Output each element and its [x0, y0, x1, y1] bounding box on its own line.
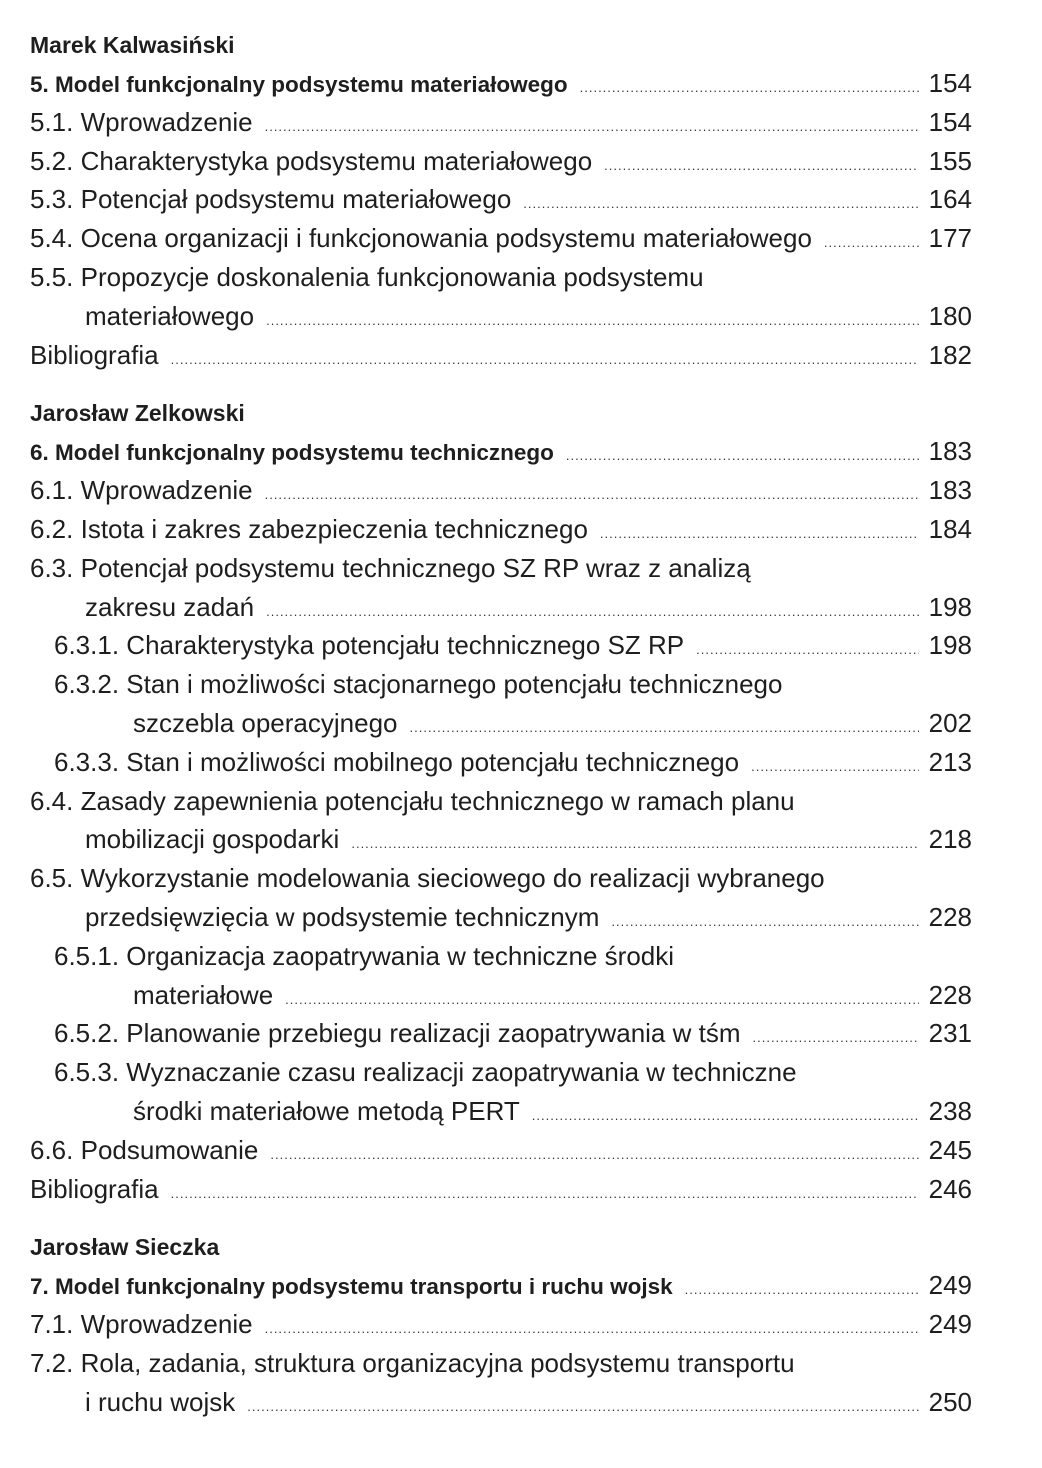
page-number: 231 [928, 1018, 972, 1049]
entry-number: 6.3.1. [54, 630, 120, 661]
entry-title: Wykorzystanie modelowania sieciowego do realizacji wybranego [80, 863, 825, 894]
page-number: 246 [928, 1173, 972, 1204]
entry-title: Wprowadzenie [80, 475, 253, 506]
dot-leader [824, 224, 919, 263]
dot-leader [580, 69, 919, 108]
entry-title: Istota i zakres zabezpieczenia technicznego [80, 513, 588, 544]
entry-line [30, 219, 972, 258]
subsection-entry[interactable] [30, 626, 972, 665]
dot-leader [685, 1271, 919, 1310]
page-number: 182 [928, 339, 972, 370]
entry-number: 6. [30, 440, 49, 466]
page-number: 213 [928, 746, 972, 777]
entry-title: Podsumowanie [80, 1134, 259, 1165]
page-number: 249 [928, 1270, 972, 1301]
entry-line [30, 432, 972, 471]
entry-line [30, 859, 972, 898]
dot-leader [532, 1097, 919, 1136]
entry-line [30, 103, 972, 142]
entry-line [30, 64, 972, 103]
section-entry[interactable] [30, 510, 972, 549]
section-entry[interactable] [30, 1344, 972, 1422]
section-entry[interactable] [30, 219, 972, 258]
entry-line [30, 588, 972, 627]
entry-line [30, 549, 972, 588]
author-name: Jarosław Sieczka [30, 1234, 220, 1261]
entry-line [30, 1305, 972, 1344]
page-number: 164 [928, 184, 972, 215]
entry-line [54, 704, 972, 743]
entry-number: 6.3. [30, 552, 74, 583]
entry-title: Propozycje doskonalenia funkcjonowania podsystemu [80, 261, 704, 292]
entry-title: Bibliografia [30, 339, 159, 370]
toc-section [30, 26, 972, 374]
entry-title: Planowanie przebiegu realizacji zaopatrywania w tśm [126, 1018, 741, 1049]
entry-title: Wyznaczanie czasu realizacji zaopatrywania w techniczne [126, 1057, 797, 1088]
entry-line [54, 1014, 972, 1053]
entry-number: 5.4. [30, 223, 74, 254]
dot-leader [266, 302, 919, 341]
entry-title: Potencjał podsystemu technicznego SZ RP wraz z analizą [80, 552, 751, 583]
section-entry[interactable] [30, 1305, 972, 1344]
page-number: 177 [928, 223, 972, 254]
entry-line [54, 976, 972, 1015]
entry-title: Bibliografia [30, 1173, 159, 1204]
entry-title: przedsięwzięcia w podsystemie technicznym [85, 901, 600, 932]
entry-line [30, 1383, 972, 1422]
subsection-entry[interactable] [30, 1053, 972, 1131]
entry-title: szczebla operacyjnego [133, 707, 398, 738]
author-name: Jarosław Zelkowski [30, 400, 245, 427]
page-number: 154 [928, 68, 972, 98]
section-entry[interactable] [30, 258, 972, 336]
dot-leader [270, 1136, 918, 1175]
author-name: Marek Kalwasiński [30, 32, 235, 58]
page-number: 238 [928, 1095, 972, 1126]
section-entry[interactable] [30, 180, 972, 219]
section-entry[interactable] [30, 782, 972, 860]
entry-title: Wprowadzenie [80, 106, 253, 137]
chapter-title: Model funkcjonalny podsystemu transportu i ruchu wojsk [55, 1274, 673, 1300]
entry-number: 6.3.2. [54, 669, 120, 700]
entry-line [30, 820, 972, 859]
entry-number: 6.2. [30, 513, 74, 544]
entry-line [30, 258, 972, 297]
dot-leader [171, 1175, 919, 1214]
entry-number: 6.6. [30, 1134, 74, 1165]
subsection-entry[interactable] [30, 743, 972, 782]
entry-title: środki materiałowe metodą PERT [133, 1095, 520, 1126]
subsection-entry[interactable] [30, 937, 972, 1015]
entry-line [54, 665, 972, 704]
dot-leader [247, 1388, 918, 1427]
entry-line [30, 471, 972, 510]
entry-number: 5.3. [30, 184, 74, 215]
page-number: 184 [928, 513, 972, 544]
page-number: 228 [928, 901, 972, 932]
page-number: 245 [928, 1134, 972, 1165]
entry-title: materiałowe [133, 979, 274, 1010]
page-number: 249 [928, 1309, 972, 1340]
chapter-entry[interactable] [30, 432, 972, 471]
entry-line [54, 937, 972, 976]
page-number: 154 [928, 106, 972, 137]
entry-line [30, 336, 972, 375]
entry-line [30, 782, 972, 821]
entry-number: 6.3.3. [54, 746, 120, 777]
section-entry[interactable] [30, 471, 972, 510]
table-of-contents [30, 26, 972, 1442]
chapter-entry[interactable] [30, 64, 972, 103]
section-entry[interactable] [30, 103, 972, 142]
bibliography-entry[interactable] [30, 1170, 972, 1209]
entry-number: 7.2. [30, 1347, 74, 1378]
entry-line [30, 510, 972, 549]
entry-number: 6.4. [30, 785, 74, 816]
chapter-title: Model funkcjonalny podsystemu materiałowego [55, 72, 568, 97]
page-number: 218 [928, 824, 972, 855]
entry-title: Stan i możliwości mobilnego potencjału technicznego [126, 746, 740, 777]
entry-line [54, 626, 972, 665]
entry-number: 6.1. [30, 475, 74, 506]
section-entry[interactable] [30, 859, 972, 937]
entry-number: 6.5.3. [54, 1057, 120, 1088]
entry-number: 5.5. [30, 261, 74, 292]
entry-number: 6.5.2. [54, 1018, 120, 1049]
entry-title: Stan i możliwości stacjonarnego potencjału technicznego [126, 669, 783, 700]
entry-number: 6.5.1. [54, 940, 120, 971]
entry-number: 7.1. [30, 1309, 74, 1340]
entry-line [30, 898, 972, 937]
section-entry[interactable] [30, 142, 972, 181]
chapter-entry[interactable] [30, 1266, 972, 1305]
dot-leader [171, 341, 919, 380]
entry-title: Rola, zadania, struktura organizacyjna podsystemu transportu [80, 1347, 795, 1378]
entry-line [30, 297, 972, 336]
entry-line [54, 1092, 972, 1131]
entry-line [30, 1131, 972, 1170]
entry-title: mobilizacji gospodarki [85, 824, 340, 855]
page-number: 250 [928, 1386, 972, 1417]
entry-title: Zasady zapewnienia potencjału technicznego w ramach planu [80, 785, 795, 816]
section-entry[interactable] [30, 549, 972, 627]
entry-title: i ruchu wojsk [85, 1386, 236, 1417]
page-number: 155 [928, 145, 972, 176]
page-number: 198 [928, 591, 972, 622]
entry-title: Charakterystyka podsystemu materiałowego [80, 145, 593, 176]
toc-section [30, 1228, 972, 1421]
page-number: 183 [928, 436, 972, 467]
entry-line [30, 180, 972, 219]
entry-number: 5. [30, 72, 49, 97]
entry-line [30, 142, 972, 181]
entry-line [30, 1266, 972, 1305]
page-number: 202 [928, 707, 972, 738]
entry-title: Charakterystyka potencjału technicznego SZ RP [126, 630, 685, 661]
section-entry[interactable] [30, 1131, 972, 1170]
entry-line [30, 1170, 972, 1209]
page-number: 183 [928, 475, 972, 506]
page-number: 228 [928, 979, 972, 1010]
entry-line [54, 1053, 972, 1092]
entry-number: 7. [30, 1274, 49, 1300]
entry-title: Potencjał podsystemu materiałowego [80, 184, 512, 215]
page-number: 198 [928, 630, 972, 661]
entry-title: Organizacja zaopatrywania w techniczne środki [126, 940, 675, 971]
toc-section [30, 394, 972, 1208]
dot-leader [566, 437, 919, 476]
entry-line [30, 1344, 972, 1383]
entry-number: 5.1. [30, 106, 74, 137]
dot-leader [604, 147, 918, 186]
entry-title: Wprowadzenie [80, 1309, 253, 1340]
entry-number: 5.2. [30, 145, 74, 176]
subsection-entry[interactable] [30, 1014, 972, 1053]
bibliography-entry[interactable] [30, 336, 972, 375]
entry-line [54, 743, 972, 782]
entry-title: Ocena organizacji i funkcjonowania podsystemu materiałowego [80, 223, 812, 254]
chapter-title: Model funkcjonalny podsystemu technicznego [55, 440, 554, 466]
subsection-entry[interactable] [30, 665, 972, 743]
entry-title: materiałowego [85, 300, 255, 331]
entry-number: 6.5. [30, 863, 74, 894]
entry-title: zakresu zadań [85, 591, 255, 622]
page-number: 180 [928, 300, 972, 331]
